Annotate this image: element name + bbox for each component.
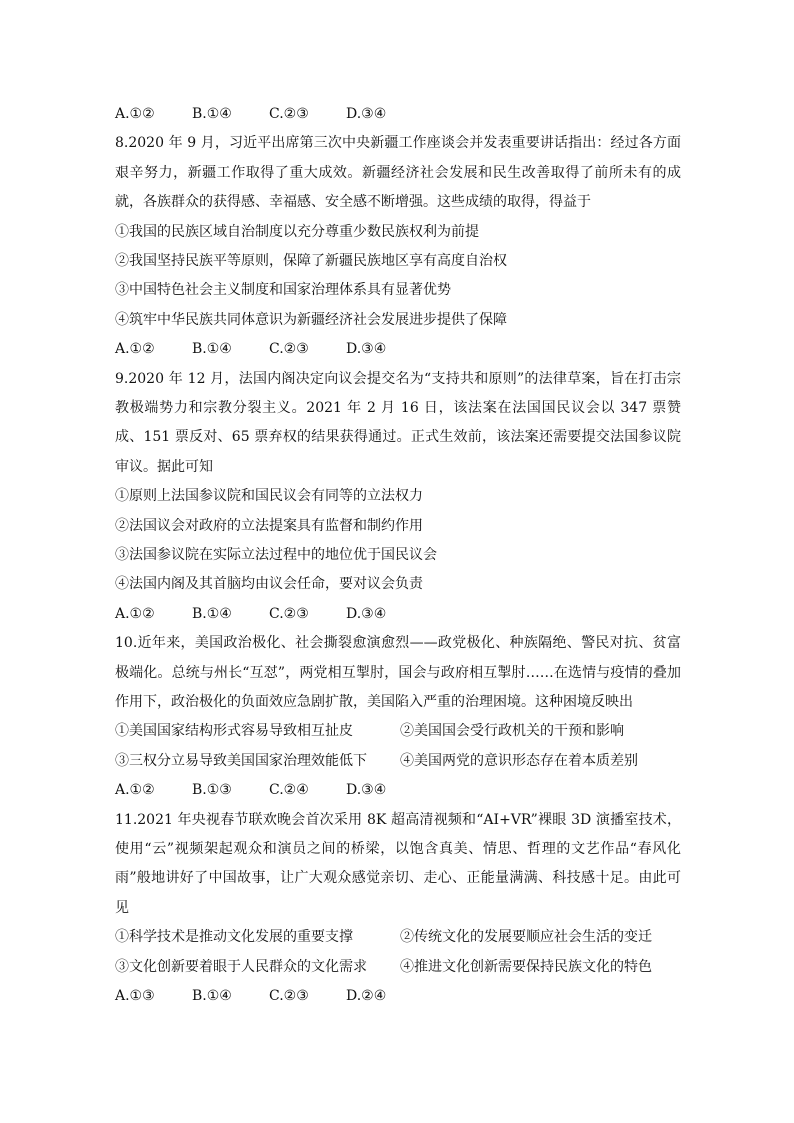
q8-item-3: ③中国特色社会主义制度和国家治理体系具有显著优势 [115, 282, 451, 299]
q11-options [115, 982, 685, 1011]
q11-items-row-2 [115, 953, 685, 982]
q9-item-3: ③法国参议院在实际立法过程中的地位优于国民议会 [115, 546, 437, 563]
option-a: A.①② [115, 106, 155, 122]
q10-stem: 10.近年来，美国政治极化、社会撕裂愈演愈烈——政党极化、种族隔绝、警民对抗、贫富极端化。总统与州长“互怼”，两党相互掣肘，国会与政府相互掣肘……在选情与疫情的叠加作用下，政治极化的负面效应急剧扩散，美国陷入严重的治理困境。这种困境反映出 [115, 635, 681, 710]
q11-stem: 11.2021 年央视春节联欢晚会首次采用 8K 超高清视频和“AI+VR”裸眼 3D 演播室技术，使用“云”视频架起观众和演员之间的桥梁，以饱含真美、情思、哲理的文艺作品“春风化雨”般地讲好了中国故事，让广大观众感觉亲切、走心、正能量满满、科技感十足。由此可见 [115, 811, 681, 916]
option-a: A.①② [115, 782, 155, 799]
option-c: C.②③ [269, 341, 309, 358]
q8-item-4: ④筑牢中华民族共同体意识为新疆经济社会发展进步提供了保障 [115, 311, 507, 328]
q10-item-4: ④美国两党的意识形态存在着本质差别 [400, 752, 638, 769]
exam-page [115, 100, 685, 1011]
option-d: D.③④ [346, 341, 387, 358]
q10-item-1: ①美国国家结构形式容易导致相互扯皮 [115, 723, 353, 740]
q9-options [115, 600, 685, 629]
option-d: D.③④ [346, 782, 387, 799]
q11-items-row-1 [115, 923, 685, 952]
q9-item-2: ②法国议会对政府的立法提案具有监督和制约作用 [115, 517, 423, 534]
option-b: B.①④ [192, 987, 232, 1004]
option-c: C.②③ [269, 987, 309, 1004]
q9-item-4: ④法国内阁及其首脑均由议会任命，要对议会负责 [115, 576, 423, 593]
option-b: B.①④ [192, 106, 232, 122]
q11-item-4: ④推进文化创新需要保持民族文化的特色 [400, 958, 652, 975]
option-c: C.②③ [269, 106, 309, 122]
option-c: C.②③ [269, 605, 309, 622]
q7-options [115, 100, 685, 129]
q10-items-row-1 [115, 717, 685, 746]
q11-item-3: ③文化创新要着眼于人民群众的文化需求 [115, 958, 367, 975]
option-b: B.①④ [192, 341, 232, 358]
q10-item-3: ③三权分立易导致美国国家治理效能低下 [115, 752, 367, 769]
option-a: A.①② [115, 341, 155, 358]
q10-options [115, 776, 685, 805]
q10-item-2: ②美国国会受行政机关的干预和影响 [400, 723, 624, 740]
q9-stem: 9.2020 年 12 月，法国内阁决定向议会提交名为“支持共和原则”的法律草案，旨在打击宗教极端势力和宗教分裂主义。2021 年 2 月 16 日，该法案在法国国民议会以 347 票赞成、151 票反对、65 票弃权的结果获得通过。正式生效前，该法案还需要提交法国参议院审议。据此可知 [115, 370, 681, 475]
q8-stem: 8.2020 年 9 月，习近平出席第三次中央新疆工作座谈会并发表重要讲话指出：经过各方面艰辛努力，新疆工作取得了重大成效。新疆经济社会发展和民生改善取得了前所未有的成就，各族群众的获得感、幸福感、安全感不断增强。这些成绩的取得，得益于 [115, 135, 681, 211]
q8-item-2: ②我国坚持民族平等原则，保障了新疆民族地区享有高度自治权 [115, 253, 507, 269]
q8-item-1: ①我国的民族区域自治制度以充分尊重少数民族权利为前提 [115, 223, 479, 240]
option-d: D.②④ [346, 987, 387, 1004]
option-c: C.②④ [269, 782, 309, 799]
option-d: D.③④ [346, 106, 387, 122]
option-b: B.①③ [192, 782, 232, 799]
q11-item-1: ①科学技术是推动文化发展的重要支撑 [115, 929, 353, 946]
q8-options [115, 335, 685, 364]
q9-item-1: ①原则上法国参议院和国民议会有同等的立法权力 [115, 488, 423, 505]
option-d: D.③④ [346, 605, 387, 622]
q10-items-row-2 [115, 747, 685, 776]
option-a: A.①② [115, 605, 155, 622]
option-b: B.①④ [192, 605, 232, 622]
option-a: A.①③ [115, 987, 155, 1004]
q11-item-2: ②传统文化的发展要顺应社会生活的变迁 [400, 929, 652, 946]
